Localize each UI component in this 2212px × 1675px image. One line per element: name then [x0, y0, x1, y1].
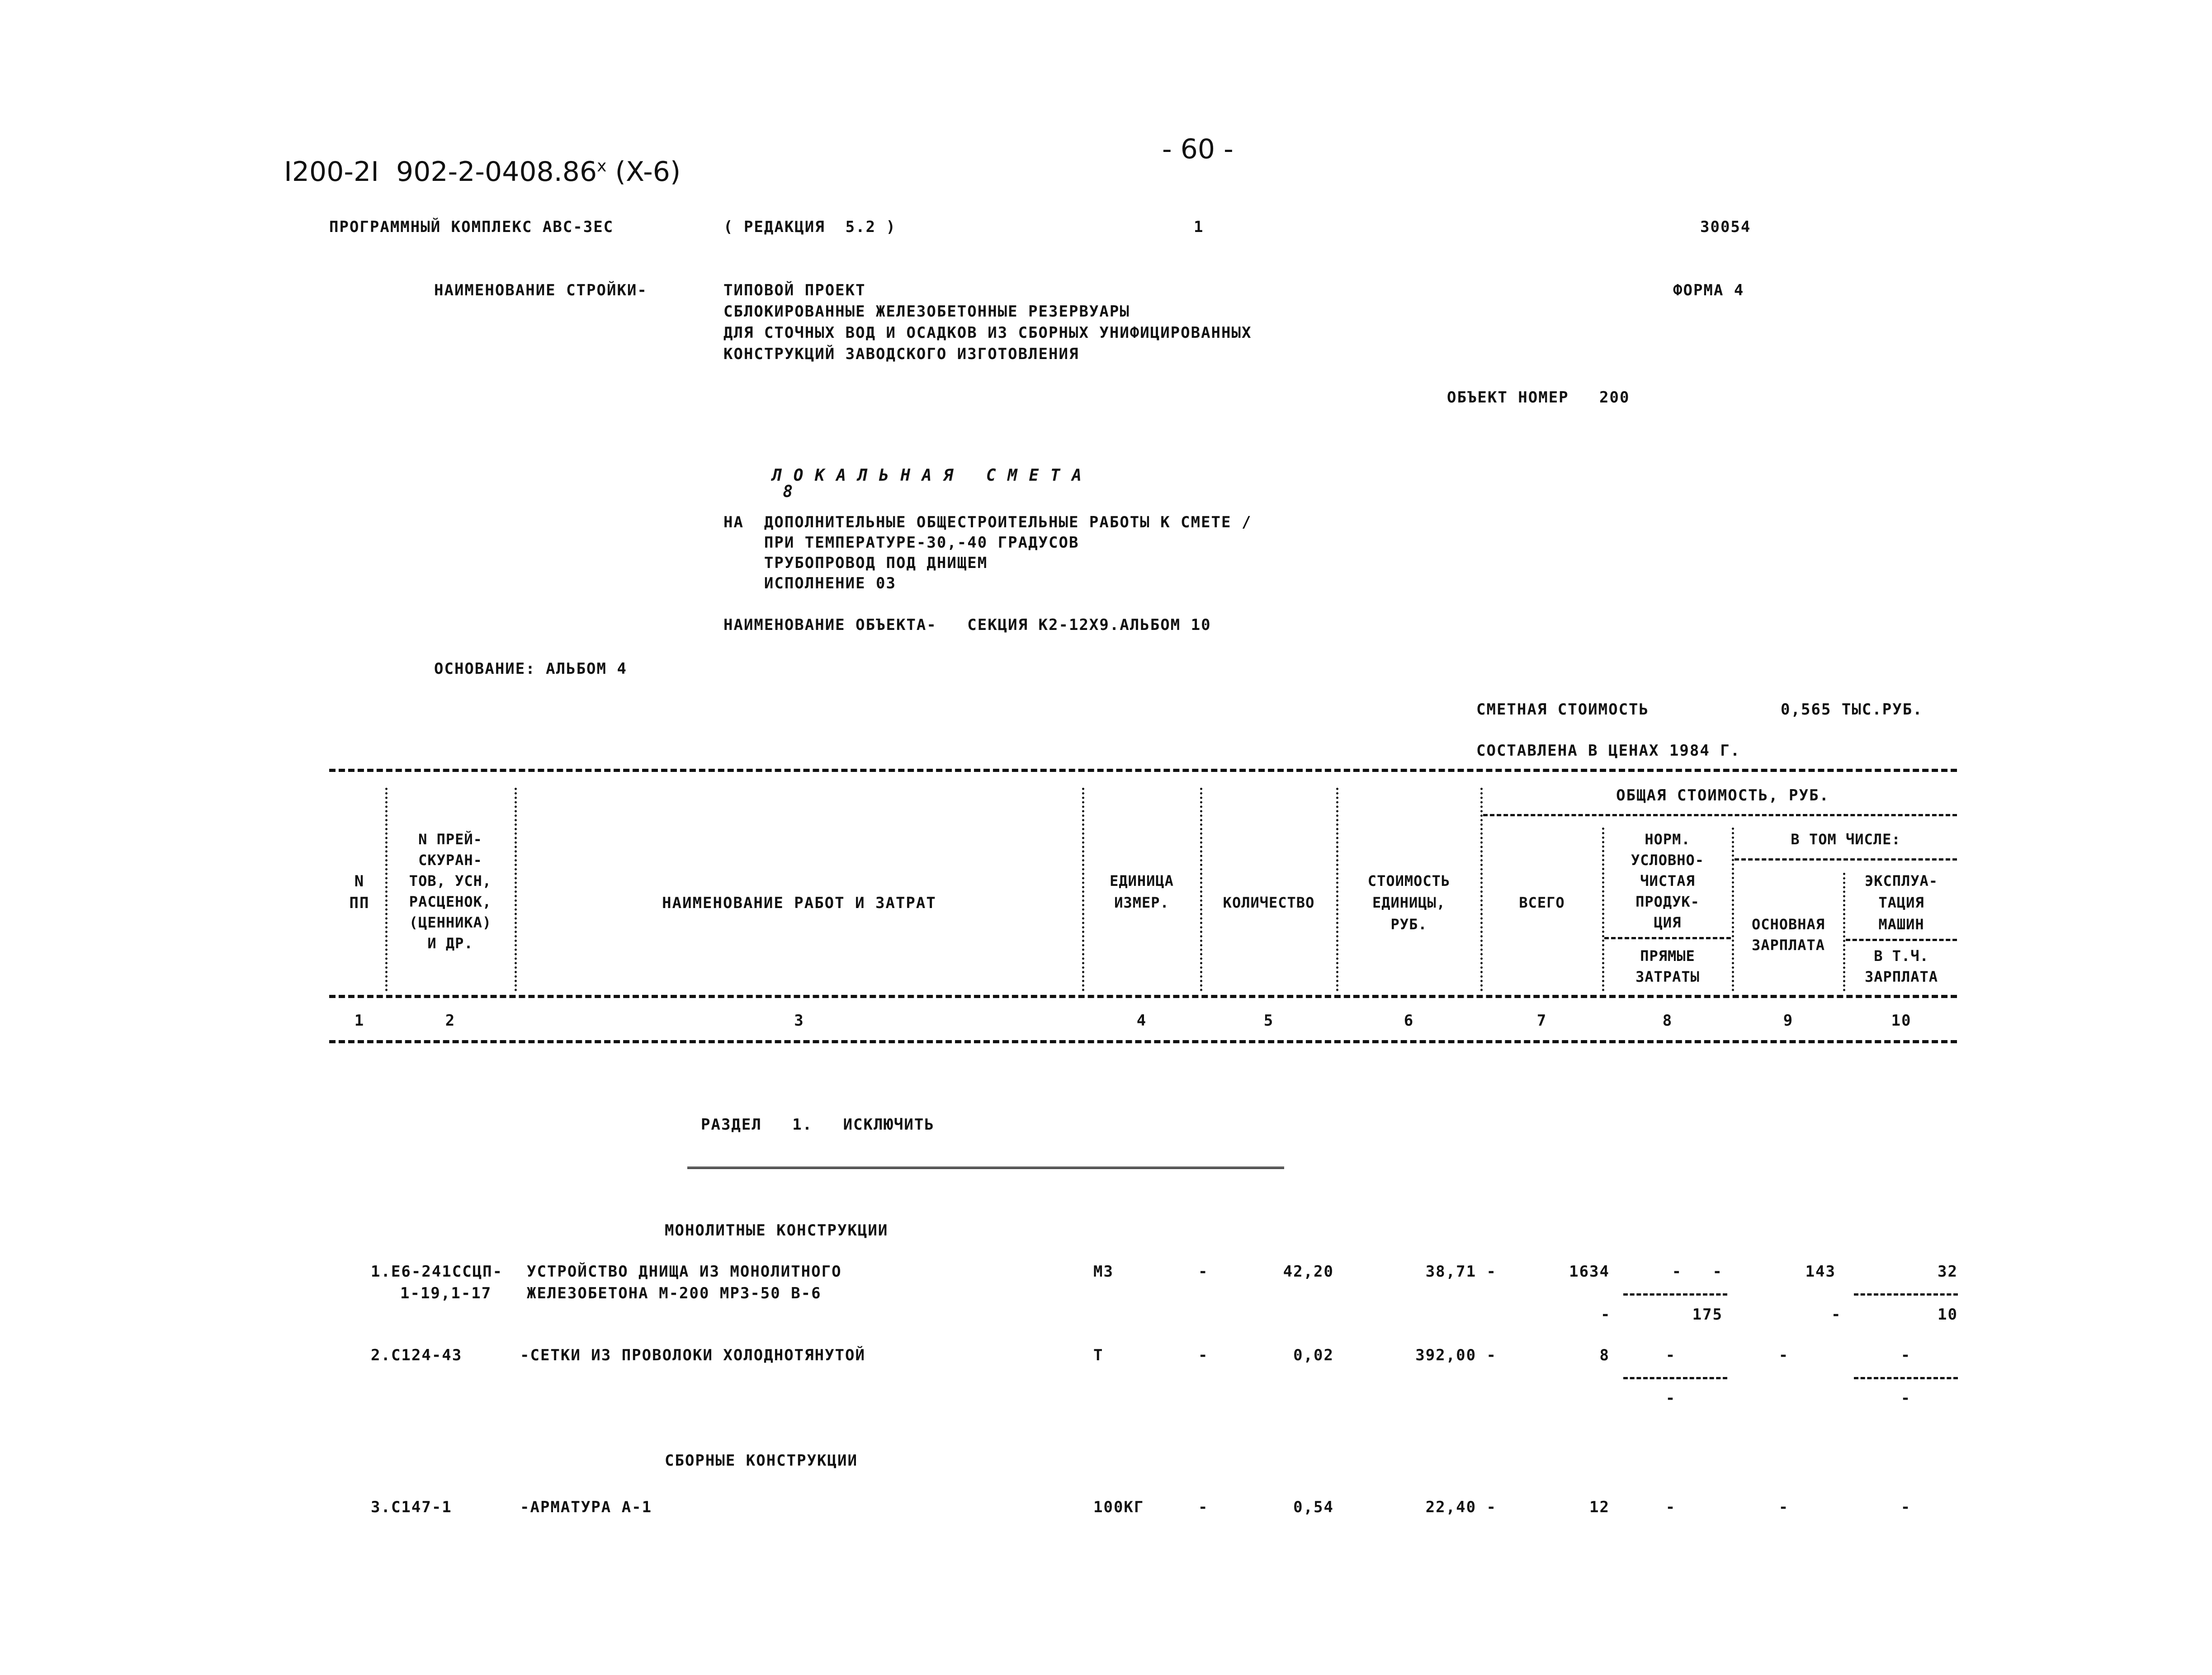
- program-edition: ( РЕДАКЦИЯ 5.2 ): [723, 218, 896, 236]
- col-qty-header: КОЛИЧЕСТВО: [1223, 894, 1315, 911]
- group-title-precast: СБОРНЫЕ КОНСТРУКЦИИ: [665, 1452, 858, 1470]
- row-2-unit: Т: [1093, 1346, 1104, 1364]
- col-divider-4: [1200, 788, 1202, 991]
- row-2-name: -СЕТКИ ИЗ ПРОВОЛОКИ ХОЛОДНОТЯНУТОЙ: [520, 1346, 865, 1364]
- program-name: ПРОГРАММНЫЙ КОМПЛЕКС АВС-ЗЕС: [329, 218, 614, 236]
- col-divider-7: [1602, 828, 1604, 991]
- row-1-total: 1634: [1569, 1263, 1610, 1281]
- section-title: РАЗДЕЛ 1. ИСКЛЮЧИТЬ: [701, 1116, 935, 1134]
- col-salary-header-2: ЗАРПЛАТА: [1751, 937, 1825, 954]
- col-code-header-3: ТОВ, УСН,: [409, 872, 492, 890]
- table-top-rule: [329, 769, 1957, 772]
- document-reference-main: I200-2I 902-2-0408.86: [284, 156, 597, 188]
- col-code-header-1: N ПРЕЙ-: [418, 831, 482, 848]
- row-2-total: 8: [1599, 1346, 1610, 1364]
- group-title-monolithic: МОНОЛИТНЫЕ КОНСТРУКЦИИ: [665, 1221, 889, 1240]
- table-header-bottom-rule: [329, 995, 1957, 998]
- col-number-2: 2: [445, 1012, 456, 1030]
- col-code-header-5: (ЦЕННИКА): [409, 914, 492, 931]
- col-machine-sal-header-2: ЗАРПЛАТА: [1864, 968, 1938, 985]
- row-1-machine-rule: [1854, 1293, 1958, 1296]
- estimate-title: [751, 451, 1082, 500]
- row-1-machine: 32: [1938, 1263, 1958, 1281]
- row-1-machine-salary: 10: [1938, 1306, 1958, 1324]
- row-3-qty: 0,54: [1293, 1498, 1334, 1516]
- row-2-qty: 0,02: [1293, 1346, 1334, 1364]
- document-reference: [267, 131, 681, 188]
- purpose-line-2: ПРИ ТЕМПЕРАТУРЕ-30,-40 ГРАДУСОВ: [723, 534, 1079, 552]
- col-number-9: 9: [1783, 1012, 1794, 1030]
- basis: ОСНОВАНИЕ: АЛЬБОМ 4: [434, 660, 627, 678]
- construction-line-2: СБЛОКИРОВАННЫЕ ЖЕЛЕЗОБЕТОННЫЕ РЕЗЕРВУАРЫ: [723, 303, 1130, 321]
- row-2-norm: -: [1665, 1346, 1676, 1364]
- total-group-underline: [1483, 814, 1957, 816]
- construction-label: НАИМЕНОВАНИЕ СТРОЙКИ-: [434, 281, 648, 299]
- col-divider-3: [1082, 788, 1084, 991]
- col-norm-header-5: ЦИЯ: [1654, 914, 1682, 931]
- row-1-dash: -: [1198, 1263, 1209, 1281]
- row-1-qty: 42,20: [1283, 1263, 1334, 1281]
- row-2-salary: -: [1778, 1346, 1789, 1364]
- col-salary-header-1: ОСНОВНАЯ: [1751, 916, 1825, 933]
- col-number-6: 6: [1404, 1012, 1414, 1030]
- col-divider-9: [1843, 873, 1845, 991]
- document-reference-tail: (X-6): [606, 156, 681, 188]
- col-machine-header-3: МАШИН: [1878, 916, 1924, 933]
- col-norm-header-1: НОРМ.: [1645, 831, 1691, 848]
- row-1-unit: М3: [1093, 1263, 1114, 1281]
- construction-line-3: ДЛЯ СТОЧНЫХ ВОД И ОСАДКОВ ИЗ СБОРНЫХ УНИФИЦИРОВАННЫХ: [723, 324, 1252, 342]
- col-machine-header-1: ЭКСПЛУА-: [1864, 872, 1938, 890]
- page-number: - 60 -: [1162, 133, 1234, 165]
- col-number-10: 10: [1891, 1012, 1912, 1030]
- purpose-line-1: НА ДОПОЛНИТЕЛЬНЫЕ ОБЩЕСТРОИТЕЛЬНЫЕ РАБОТЫ К СМЕТЕ /: [723, 513, 1252, 531]
- row-1-name-2: ЖЕЛЕЗОБЕТОНА М-200 МРЗ-50 В-6: [527, 1284, 822, 1302]
- col-number-7: 7: [1536, 1012, 1547, 1030]
- col-unit-header-1: ЕДИНИЦА: [1110, 872, 1174, 890]
- row-2-unit-cost: 392,00 -: [1415, 1346, 1497, 1364]
- col-number-8: 8: [1662, 1012, 1673, 1030]
- row-1-total-dash: -: [1601, 1306, 1611, 1324]
- row-3-unit: 100КГ: [1093, 1498, 1144, 1516]
- estimate-title-number: 8: [783, 483, 794, 501]
- row-2-norm-rule: [1623, 1377, 1727, 1379]
- row-3-salary: -: [1778, 1498, 1789, 1516]
- row-3-name: -АРМАТУРА А-1: [520, 1498, 652, 1516]
- col-number-3: 3: [794, 1012, 804, 1030]
- col-machine-header-2: ТАЦИЯ: [1878, 894, 1924, 911]
- sheet-number: 1: [1194, 218, 1204, 236]
- construction-line-4: КОНСТРУКЦИЙ ЗАВОДСКОГО ИЗГОТОВЛЕНИЯ: [723, 345, 1079, 363]
- row-2-code: 2.С124-43: [371, 1346, 463, 1364]
- col-number-5: 5: [1263, 1012, 1274, 1030]
- construction-line-1: ТИПОВОЙ ПРОЕКТ: [723, 281, 866, 299]
- row-3-unit-cost: 22,40 -: [1425, 1498, 1497, 1516]
- col-divider-8: [1732, 828, 1734, 991]
- document-reference-sup: x: [597, 157, 607, 175]
- col-unitcost-header-2: ЕДИНИЦЫ,: [1372, 894, 1446, 911]
- row-2-direct: -: [1665, 1389, 1676, 1407]
- incl-header: В ТОМ ЧИСЛЕ:: [1791, 831, 1901, 848]
- col-divider-1: [385, 788, 388, 991]
- row-1-name: УСТРОЙСТВО ДНИЩА ИЗ МОНОЛИТНОГО: [527, 1263, 842, 1281]
- col-direct-header-2: ЗАТРАТЫ: [1635, 968, 1700, 985]
- row-2-dash: -: [1198, 1346, 1209, 1364]
- incl-underline: [1735, 858, 1957, 861]
- row-1-code: 1.Е6-241ССЦП-: [371, 1263, 503, 1281]
- form-number: ФОРМА 4: [1673, 281, 1744, 299]
- row-3-machine: -: [1900, 1498, 1911, 1516]
- cost-value: 0,565 ТЫС.РУБ.: [1781, 700, 1923, 719]
- col-total-header: ВСЕГО: [1519, 894, 1565, 911]
- row-1-norm: - -: [1672, 1263, 1723, 1281]
- col-machine-sal-header-1: В Т.Ч.: [1874, 947, 1929, 965]
- col-divider-2: [515, 788, 517, 991]
- row-1-salary-dash: -: [1831, 1306, 1842, 1324]
- row-1-direct: 175: [1692, 1306, 1723, 1324]
- col-code-header-6: И ДР.: [427, 935, 473, 952]
- col-code-header-2: СКУРАН-: [418, 852, 482, 869]
- total-group-header: ОБЩАЯ СТОИМОСТЬ, РУБ.: [1616, 786, 1829, 804]
- row-3-norm: -: [1665, 1498, 1676, 1516]
- program-code: 30054: [1700, 218, 1751, 236]
- section-underline: [687, 1167, 1284, 1169]
- row-3-total: 12: [1589, 1498, 1610, 1516]
- row-3-code: 3.С147-1: [371, 1498, 452, 1516]
- prices-year: СОСТАВЛЕНА В ЦЕНАХ 1984 Г.: [1476, 742, 1741, 760]
- col-machine-underline: [1846, 939, 1957, 941]
- col-divider-6: [1480, 788, 1483, 991]
- row-2-machine: -: [1900, 1346, 1911, 1364]
- row-2-machine-rule: [1854, 1377, 1958, 1379]
- row-3-dash: -: [1198, 1498, 1209, 1516]
- purpose-line-4: ИСПОЛНЕНИЕ 03: [723, 574, 896, 592]
- row-1-norm-rule: [1623, 1293, 1727, 1296]
- col-num-header-1: N: [354, 872, 365, 890]
- cost-label: СМЕТНАЯ СТОИМОСТЬ: [1476, 700, 1649, 719]
- col-name-header: НАИМЕНОВАНИЕ РАБОТ И ЗАТРАТ: [662, 894, 936, 912]
- col-unit-header-2: ИЗМЕР.: [1114, 894, 1169, 911]
- col-divider-5: [1336, 788, 1338, 991]
- col-norm-header-3: ЧИСТАЯ: [1640, 872, 1695, 890]
- estimate-title-text: Л О К А Л Ь Н А Я С М Е Т А: [772, 466, 1082, 485]
- col-norm-header-2: УСЛОВНО-: [1631, 852, 1705, 869]
- row-2-machine-salary: -: [1900, 1389, 1911, 1407]
- table-numbers-bottom-rule: [329, 1040, 1957, 1043]
- purpose-line-3: ТРУБОПРОВОД ПОД ДНИЩЕМ: [723, 554, 988, 572]
- row-1-salary: 143: [1805, 1263, 1836, 1281]
- col-unitcost-header-3: РУБ.: [1390, 916, 1427, 933]
- col-code-header-4: РАСЦЕНОК,: [409, 893, 492, 910]
- col-number-4: 4: [1136, 1012, 1147, 1030]
- col-num-header-2: ПП: [349, 894, 370, 912]
- object-number: ОБЪЕКТ НОМЕР 200: [1447, 388, 1630, 407]
- row-1-unit-cost: 38,71 -: [1425, 1263, 1497, 1281]
- col-number-1: 1: [354, 1012, 365, 1030]
- col-norm-underline: [1604, 937, 1731, 939]
- object-name: НАИМЕНОВАНИЕ ОБЪЕКТА- СЕКЦИЯ К2-12Х9.АЛЬБОМ 10: [723, 616, 1211, 634]
- col-unitcost-header-1: СТОИМОСТЬ: [1367, 872, 1451, 890]
- col-norm-header-4: ПРОДУК-: [1635, 893, 1700, 910]
- col-direct-header-1: ПРЯМЫЕ: [1640, 947, 1695, 965]
- row-1-code-2: 1-19,1-17: [400, 1284, 492, 1302]
